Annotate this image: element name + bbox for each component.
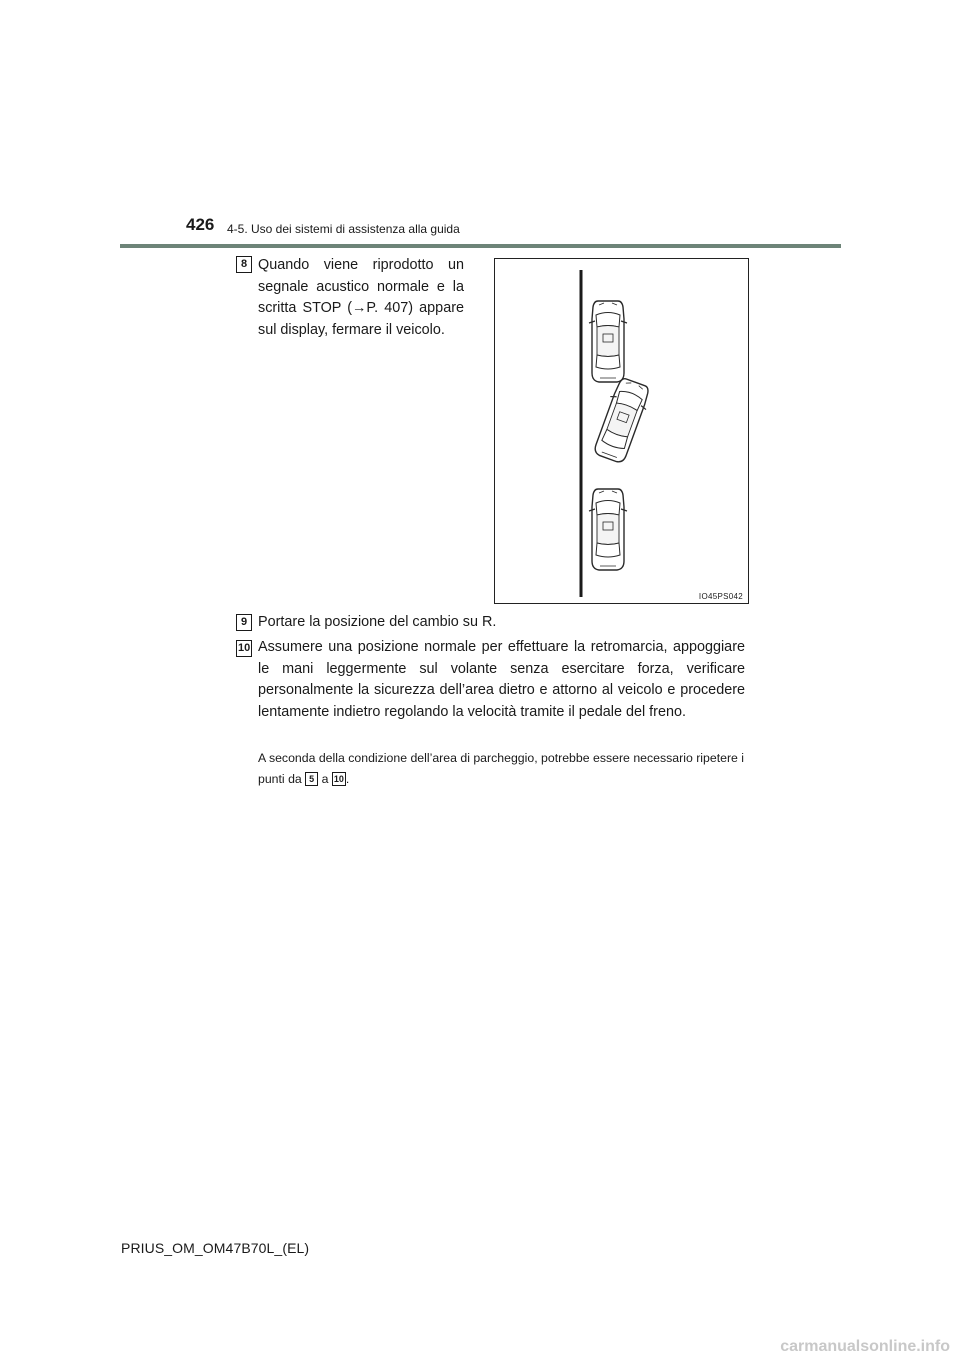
footer-code: PRIUS_OM_OM47B70L_(EL) (121, 1240, 310, 1256)
page-number: 426 (186, 215, 215, 234)
maneuvering-car-icon (590, 376, 653, 465)
step-8-text: Quando viene riprodotto un segnale acustico normale e la scritta STOP (→P. 407) appare sul display, fermare il veicolo. (258, 257, 464, 338)
note-badge-5: 5 (305, 772, 318, 786)
watermark: carmanualsonline.info (780, 1338, 950, 1355)
step-badge-9: 9 (236, 614, 252, 631)
note-prefix: A seconda della condizione dell’area di parcheggio, potrebbe essere necessario ripetere i punti da (258, 751, 745, 786)
note-middle: a (321, 772, 329, 786)
parking-figure (494, 258, 749, 604)
figure-code: IO45PS042 (698, 592, 743, 601)
parked-car-icon-front (589, 301, 627, 382)
step-9-text: Portare la posizione del cambio su R. (258, 614, 497, 630)
note-text (258, 748, 745, 790)
step-badge-10: 10 (236, 640, 252, 657)
header-rule (120, 244, 841, 248)
note-suffix: . (345, 772, 350, 786)
step-badge-8: 8 (236, 256, 252, 273)
section-title: 4-5. Uso dei sistemi di assistenza alla guida (227, 222, 460, 236)
step-10-text: Assumere una posizione normale per effettuare la retromarcia, appoggiare le mani leggermente sul volante senza esercitare forza, verificare personalmente la sicurezza dell’area dietro e attorno al veicolo e procedere lentamente indietro regolando la velocità tramite il pedale del freno. (258, 639, 745, 720)
note-badge-10: 10 (333, 774, 344, 784)
parked-car-icon-rear (589, 489, 627, 570)
